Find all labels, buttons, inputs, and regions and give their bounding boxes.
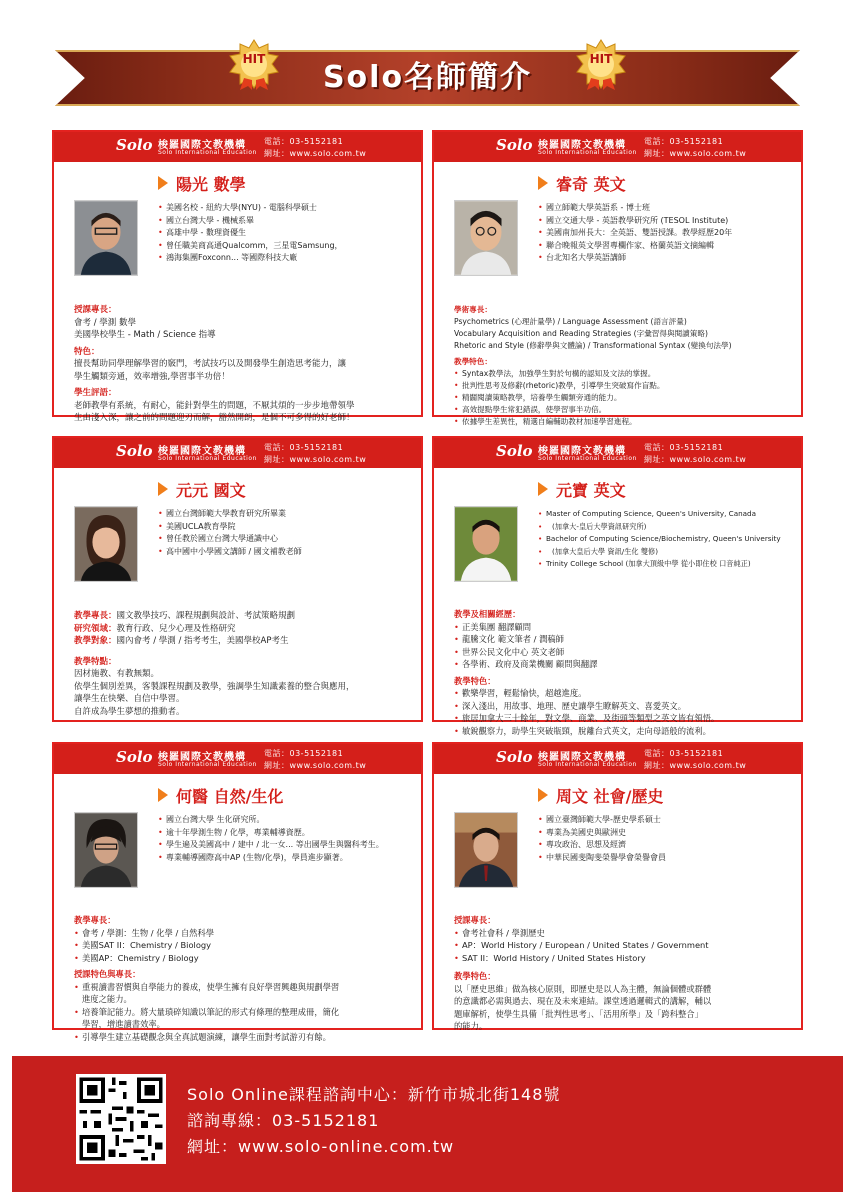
contact-phone: 電話：03-5152181 [264, 749, 344, 758]
brand-logo: Solo [116, 442, 153, 460]
brand-name: 梭羅國際文教機構 [158, 140, 246, 151]
bullet-item: • 會考社會科 / 學測歷史 [454, 927, 791, 940]
credential-item: • 美國名校 - 紐約大學(NYU) - 電腦科學碩士 [158, 202, 413, 215]
credential-item: • 國立交通大學 - 英語教學研究所 (TESOL Institute) [538, 215, 793, 228]
section-title: 教學及相關經歷： [454, 609, 521, 619]
credential-item: • 美國南加州長大：全英語、雙語授課。教學經歷20年 [538, 227, 793, 240]
section-line: 老師教學有系統，有耐心，能針對學生的問題，不厭其煩的一步步地帶領學 [74, 400, 355, 411]
section-line: Rhetoric and Style (修辭學與文體論) / Transformational Syntax (變換句法學) [454, 341, 732, 350]
brand-english: Solo International Education [158, 149, 257, 156]
brand-logo: Solo [116, 136, 153, 154]
contact-phone: 電話：03-5152181 [644, 137, 724, 146]
brand-name: 梭羅國際文教機構 [538, 446, 626, 457]
contact-website: 網址：www.solo.com.tw [644, 149, 747, 158]
teacher-name: 元元 國文 [176, 481, 246, 500]
contact-phone: 電話：03-5152181 [644, 749, 724, 758]
section-title: 授課專長： [454, 915, 496, 925]
qr-code-icon[interactable] [76, 1074, 166, 1164]
section-title: 教學專長： [74, 915, 116, 925]
bullet-item: • 重視讀書習慣與自學能力的養成，使學生擁有良好學習興趣與規劃學習 [74, 981, 411, 994]
teacher-sections [454, 304, 791, 432]
brand-name: 梭羅國際文教機構 [158, 752, 246, 763]
credential-item: • 專業輔導國際高中AP (生物/化學)，學員進步顯著。 [158, 852, 413, 865]
credential-item: • 國立臺灣師範大學-歷史學系碩士 [538, 814, 793, 827]
arrow-icon [158, 482, 168, 496]
bullet-item: • 批判性思考及修辭(rhetoric)教學，引導學生突破寫作盲點。 [454, 380, 791, 392]
bullet-item: • 各學術、政府及商業機關 顧問與翻譯 [454, 658, 791, 671]
arrow-icon [538, 482, 548, 496]
section-line: 題庫解析，使學生具備「批判性思考」、「活用所學」及「跨科整合」 [454, 1008, 703, 1019]
teacher-card [432, 742, 803, 1030]
line-text: 國內會考 / 學測 / 指考考生，美國學校AP考生 [116, 636, 289, 646]
bullet-item: • 會考 / 學測：生物 / 化學 / 自然科學 [74, 927, 411, 940]
section-title: 教學特色： [454, 971, 496, 981]
credential-item: • 聯合晚報英文學習專欄作家、格蘭英語文摘編輯 [538, 240, 793, 253]
teacher-credentials [158, 202, 413, 265]
contact-phone: 電話：03-5152181 [264, 443, 344, 452]
teacher-sections [74, 914, 411, 1047]
labeled-line [74, 635, 411, 648]
teacher-name: 睿奇 英文 [556, 175, 626, 194]
line-text: 教育行政、兒少心理及性格研究 [116, 623, 236, 634]
section-line: 依學生個別差異，客製課程規劃及教學，強調學生知識素養的整合與應用， [74, 681, 355, 692]
section-title: 教學特色： [454, 675, 496, 686]
teacher-card [52, 436, 423, 722]
teacher-sections [74, 304, 411, 429]
credential-item [538, 546, 793, 559]
teacher-credentials [158, 814, 413, 864]
section-line: 的能力。 [454, 1021, 488, 1031]
hit-badge-label: HIT [589, 52, 613, 66]
contact-phone: 電話：03-5152181 [644, 443, 724, 452]
brand-logo: Solo [496, 748, 533, 766]
teacher-photo [74, 200, 138, 276]
card-header [434, 744, 801, 774]
brand-name: 梭羅國際文教機構 [538, 752, 626, 763]
credential-item: • 美國UCLA教育學院 [158, 521, 413, 534]
teacher-credentials [158, 508, 413, 558]
section-line: 因材施教、有教無類。 [74, 669, 160, 679]
bullet-continuation: 學習，增進讀書效率。 [82, 1019, 165, 1029]
hit-badge-icon [575, 38, 627, 90]
bullet-item: • 美國AP：Chemistry / Biology [74, 952, 411, 965]
arrow-icon [538, 788, 548, 802]
section-line: 擅長幫助同學理解學習的竅門，考試技巧以及開發學生創造思考能力，讓 [74, 359, 347, 369]
credential-item: • 逾十年學測生物 / 化學，專業輔導資歷。 [158, 827, 413, 840]
credential-item: • 中華民國斐陶斐榮譽學會榮譽會員 [538, 852, 793, 865]
card-header [434, 438, 801, 468]
section-line: Vocabulary Acquisition and Reading Strategies (字彙習得與閱讀策略) [454, 329, 708, 338]
bullet-item: • 敏銳觀察力，助學生突破瓶頸，脫離台式英文，走向母語般的流利。 [454, 725, 791, 738]
section-line: 的意識都必需與過去、現在及未來連結。課堂透過邏輯式的講解，輔以 [454, 996, 712, 1006]
bullet-continuation: 進度之能力。 [82, 994, 132, 1004]
credential-item: • 曾任教於國立台灣大學通識中心 [158, 533, 413, 546]
section-title: 學術專長： [454, 305, 492, 314]
section-line: Psychometrics (心理計量學) / Language Assessment (語言評量) [454, 317, 687, 326]
credential-continuation: 鴻海集團Foxconn... 等國際科技大廠 [166, 253, 298, 262]
bullet-item: • 培養筆記能力。將大量瑣碎知識以筆記的形式有條理的整理成冊，簡化 [74, 1006, 411, 1019]
teacher-name: 陽光 數學 [176, 175, 246, 194]
bullet-item: • 旅居加拿大三十餘年，對文學、商業、及街頭等類型之英文皆有領悟。 [454, 712, 791, 725]
brand-name: 梭羅國際文教機構 [158, 446, 246, 457]
teacher-photo [74, 812, 138, 888]
teacher-credentials [538, 508, 793, 571]
labeled-line [74, 610, 411, 623]
teacher-name: 元寶 英文 [556, 481, 626, 500]
contact-phone: 電話：03-5152181 [264, 137, 344, 146]
footer-phone: 諮詢專線：03-5152181 [187, 1111, 380, 1130]
teacher-credentials [538, 202, 793, 265]
brand-name: 梭羅國際文教機構 [538, 140, 626, 151]
teacher-card [52, 742, 423, 1042]
bullet-item: • 歡樂學習，輕鬆愉快，超越進度。 [454, 687, 791, 700]
credential-item: • Bachelor of Computing Science/Biochemistry, Queen's University [538, 533, 793, 546]
teacher-photo [454, 200, 518, 276]
bullet-item: • 美國SAT II：Chemistry / Biology [74, 939, 411, 952]
section-line: 讓學生在快樂、自信中學習。 [74, 694, 185, 704]
credential-item: • 台北知名大學英語講師 [538, 252, 793, 265]
credential-item: • 國立台灣大學 生化研究所。 [158, 814, 413, 827]
teacher-sections [454, 608, 791, 741]
section-title: 教學特點： [74, 656, 117, 667]
page-title: Solo名師簡介 [322, 60, 533, 95]
credential-item [538, 521, 793, 534]
bullet-item: • Syntax教學法，加強學生對於句構的認知及文法的掌握。 [454, 368, 791, 380]
footer-website-link[interactable]: 網址：www.solo-online.com.tw [187, 1137, 455, 1156]
section-title: 教學特色： [454, 357, 492, 366]
teacher-sections [74, 610, 411, 722]
teacher-card [52, 130, 423, 423]
bullet-item: • SAT II：World History / United States History [454, 952, 791, 965]
credential-item: • 高中國中小學國文講師 / 國文補教老師 [158, 546, 413, 559]
bullet-item: • 深入淺出，用故事、地理、歷史讓學生瞭解英文、喜愛英文。 [454, 700, 791, 713]
teacher-card [432, 436, 803, 736]
hit-badge-icon [228, 38, 280, 90]
section-line: 美國學校學生 - Math / Science 指導 [74, 330, 216, 340]
line-label: 研究領域： [74, 623, 117, 634]
brand-english: Solo International Education [158, 455, 257, 462]
section-title: 特色： [74, 346, 100, 357]
contact-website: 網址：www.solo.com.tw [264, 149, 367, 158]
credential-item [158, 252, 413, 265]
teacher-photo [454, 506, 518, 582]
bullet-item: • 精闢閱讀策略教學，培養學生觸類旁通的能力。 [454, 392, 791, 404]
section-title: 授課專長： [74, 305, 117, 315]
arrow-icon [158, 176, 168, 190]
arrow-icon [158, 788, 168, 802]
credential-continuation: (加拿大-皇后大學資訊研究所) [552, 521, 647, 531]
teacher-card [432, 130, 803, 426]
credential-item: • 國立師範大學英語系 - 博士班 [538, 202, 793, 215]
teacher-credentials [538, 814, 793, 864]
credential-item: • 國立台灣師範大學教育研究所畢業 [158, 508, 413, 521]
bullet-item: • 依據學生差異性，精選自編輔助教材加速學習進程。 [454, 416, 791, 428]
section-line: 自許成為學生夢想的推動者。 [74, 706, 185, 717]
credential-continuation: (加拿大皇后大學 資訊/生化 雙修) [552, 546, 659, 556]
title-banner [55, 50, 800, 106]
bullet-item: • 正美集團 翻譯顧問 [454, 621, 791, 634]
teacher-photo [74, 506, 138, 582]
section-line: 學生觸類旁通，效率增強,學習事半功倍！ [74, 371, 230, 382]
contact-website: 網址：www.solo.com.tw [644, 455, 747, 464]
bullet-item: • 世界公民文化中心 英文老師 [454, 646, 791, 659]
section-line: 以「歷史思維」做為核心原則，即歷史是以人為主體，無論個體或群體 [454, 983, 712, 994]
teacher-sections [454, 914, 791, 1037]
card-header [434, 132, 801, 162]
contact-website: 網址：www.solo.com.tw [644, 761, 747, 770]
brand-logo: Solo [116, 748, 153, 766]
credential-item: • 專業為美國史與歐洲史 [538, 827, 793, 840]
bullet-item: • 龍騰文化 範文筆者 / 潤稿師 [454, 633, 791, 646]
contact-website: 網址：www.solo.com.tw [264, 455, 367, 464]
footer-banner [12, 1056, 843, 1192]
section-title: 授課特色與專長： [74, 969, 141, 979]
card-header [54, 132, 421, 162]
brand-english: Solo International Education [158, 761, 257, 768]
bullet-item: • 高效提點學生常犯錯誤，使學習事半功倍。 [454, 404, 791, 416]
bullet-item: • 引導學生建立基礎觀念與全真試題演練，讓學生面對考試游刃有餘。 [74, 1031, 411, 1044]
section-line: 生由淺入深，讓之前的問題迎刃而解，豁然開朗，是個不可多得的好老師！ [74, 413, 355, 423]
contact-website: 網址：www.solo.com.tw [264, 761, 367, 770]
section-line: 會考 / 學測 數學 [74, 317, 136, 328]
credential-item: • Trinity College School (加拿大頂級中學 從小即住校 口音純正) [538, 558, 793, 571]
arrow-icon [538, 176, 548, 190]
line-text: 國文教學技巧、課程規劃與設計、考試策略規劃 [116, 611, 296, 621]
credential-item: • 高雄中學 - 數理資優生 [158, 227, 413, 240]
teacher-photo [454, 812, 518, 888]
hit-badge-label: HIT [242, 52, 266, 66]
brand-english: Solo International Education [538, 761, 637, 768]
brand-english: Solo International Education [538, 455, 637, 462]
credential-item: • Master of Computing Science, Queen's University, Canada [538, 508, 793, 521]
credential-item: • 國立台灣大學 - 機械系畢 [158, 215, 413, 228]
labeled-line [74, 623, 411, 636]
teacher-name: 周文 社會/歷史 [556, 787, 664, 806]
section-title: 學生評語： [74, 388, 117, 398]
teacher-name: 何醫 自然/生化 [176, 787, 284, 806]
card-header [54, 438, 421, 468]
brand-logo: Solo [496, 136, 533, 154]
credential-item: • 學生遍及美國高中 / 建中 / 北一女... 等出國學生與醫科考生。 [158, 839, 413, 852]
brand-english: Solo International Education [538, 149, 637, 156]
brand-logo: Solo [496, 442, 533, 460]
credential-item: • 曾任職美商高通Qualcomm，三星電Samsung， [158, 240, 413, 253]
card-header [54, 744, 421, 774]
credential-item: • 專攻政治、思想及經濟 [538, 839, 793, 852]
bullet-item: • AP：World History / European / United States / Government [454, 939, 791, 952]
line-label: 教學對象： [74, 636, 117, 646]
footer-address: Solo Online課程諮詢中心：新竹市城北街148號 [187, 1085, 561, 1104]
line-label: 教學專長： [74, 611, 117, 621]
